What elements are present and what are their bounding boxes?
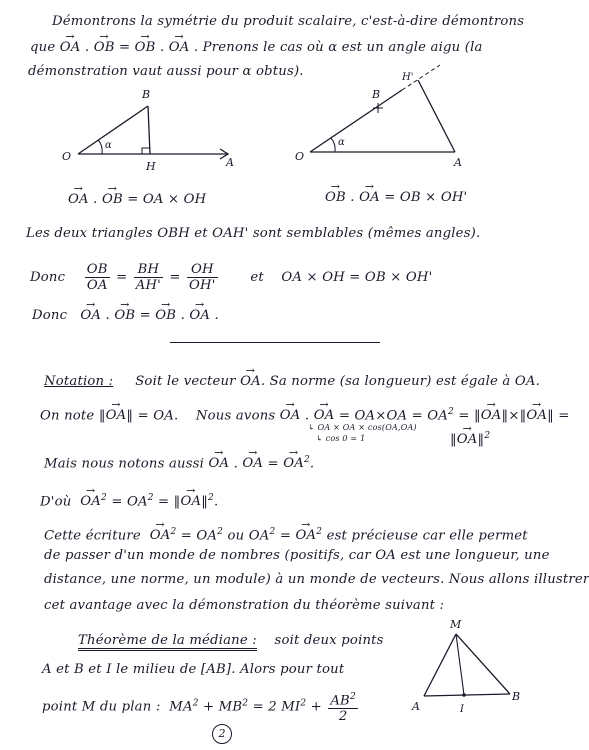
fig-right-o: O: [295, 150, 305, 163]
notation-line-1: Notation : Soit le vecteur → OA. Sa norme (sa longueur) est égale à OA.: [44, 374, 540, 390]
notation-line-5: Cette écriture → $OA^2 = OA^2$ ou $OA^2$ = → $OA^2$ est précieuse car elle permet: [44, 524, 528, 544]
donc1-product: OA × OH = OB × OH': [281, 270, 433, 285]
intro-line-3: démonstration vaut aussi pour α obtus).: [28, 64, 304, 79]
figure-left: [50, 82, 240, 172]
theorem-line-3: point M du plan : $MA^2 + MB^2 = 2$ $MI^2$ + $\frac{AB^2}{2}$: [42, 692, 356, 725]
fig-left-alpha: α: [105, 140, 112, 151]
theorem-text-3: point M du plan :: [42, 699, 161, 715]
notation-line-2: On note ‖→ OA‖ = OA. Nous avons → OA . → OA = $OA\times OA = OA^2$ = ‖→ OA‖×‖→ OA‖ =: [40, 404, 570, 424]
notation-norm-squared: ‖→ OA‖$^2$: [450, 428, 490, 448]
theorem-text-1: soit deux points: [274, 633, 384, 648]
fig-right-b: B: [372, 88, 381, 101]
fig-right-alpha: α: [338, 137, 345, 148]
figure-median: [410, 618, 535, 718]
theorem-line-1: [78, 633, 384, 649]
notation-text-2: . Sa norme (sa longueur) est égale à OA.: [260, 374, 540, 389]
intro-que: que: [30, 40, 56, 55]
notation-nous-avons: Nous avons: [195, 408, 276, 424]
notation-text-1: Soit le vecteur: [135, 374, 236, 389]
notation-on-note: On note: [40, 408, 95, 424]
page-number: [212, 722, 232, 744]
fig-median-i: I: [460, 704, 464, 715]
fig-left-a: A: [226, 156, 234, 169]
fraction-ob-oa: $\frac{OB}{OA}$: [86, 262, 108, 293]
section-divider: [170, 342, 380, 343]
donc2-word: Donc: [32, 308, 68, 323]
result-left-value: = OA × OH: [127, 192, 207, 207]
fig-median-m: M: [450, 618, 462, 631]
notation-ou: ou: [227, 528, 245, 544]
fig-left-o: O: [62, 150, 72, 163]
result-right-value: = OB × OH': [384, 190, 468, 205]
notation-cette-ecriture: Cette écriture: [44, 528, 141, 544]
similar-triangles-line: Les deux triangles OBH et OAH' sont semblables (mêmes angles).: [26, 226, 481, 241]
notation-note-1: ↳ OA × OA × cos(OA,OA): [308, 423, 417, 432]
notation-line-7: distance, une norme, un module) à un monde de vecteurs. Nous allons illustrer: [44, 572, 589, 587]
fraction-ab-2: $\frac{AB^2}{2}$: [330, 692, 356, 725]
donc1-et: et: [250, 270, 264, 285]
result-right: → OB . → OA = OB × OH': [325, 190, 467, 206]
notation-line-4: D'où → $OA^2 = OA^2$ = ‖→ OA‖$^2$.: [40, 490, 218, 510]
notation-dou: D'où: [40, 494, 72, 510]
notation-precieuse: est précieuse car elle permet: [326, 528, 528, 544]
fig-median-b: B: [512, 690, 521, 703]
donc-ratio-line: Donc $\frac{OB}{OA}$ = $\frac{BH}{AH'}$ = $\frac{OH}{OH'}$ et OA × OH = OB × OH': [30, 262, 433, 293]
notation-oa-squared: = OA×OA = OA: [338, 408, 449, 424]
fraction-oh-oh: $\frac{OH}{OH'}$: [189, 262, 216, 293]
notation-mais: Mais nous notons aussi: [44, 456, 205, 472]
page-number-value: 2: [212, 724, 232, 744]
notation-line-6: de passer d'un monde de nombres (positifs, car OA est une longueur, une: [44, 548, 550, 563]
notation-line-8: cet avantage avec la démonstration du théorème suivant :: [44, 598, 445, 613]
notation-norm-eq: = OA.: [137, 408, 179, 424]
notation-line-3: Mais nous notons aussi → OA . → OA = → $OA^2$.: [44, 452, 314, 472]
donc-conclusion-line: Donc → OA . → OB = → OB . → OA .: [32, 308, 219, 324]
fig-right-h: H': [402, 72, 414, 83]
fig-left-b: B: [142, 88, 151, 101]
theorem-title: Théorème de la médiane :: [78, 633, 257, 651]
fig-left-h: H: [146, 160, 156, 173]
fraction-bh-ah: $\frac{BH}{AH'}$: [135, 262, 161, 293]
intro-line-2-rest: . Prenons le cas où α est un angle aigu (la: [193, 40, 483, 55]
donc1-word: Donc: [30, 270, 66, 285]
intro-line-1: Démontrons la symétrie du produit scalaire, c'est-à-dire démontrons: [52, 14, 525, 29]
notation-label: Notation :: [44, 374, 114, 389]
intro-line-2: que → OA . → OB = → OB . → OA . Prenons le cas où α est un angle aigu (la: [30, 40, 483, 56]
theorem-line-2: A et B et I le milieu de [AB]. Alors pour tout: [42, 662, 345, 677]
result-left: → OA . → OB = OA × OH: [68, 192, 206, 208]
fig-median-a: A: [412, 700, 420, 713]
notation-note-2: ↳ cos 0 = 1: [316, 434, 366, 443]
fig-right-a: A: [454, 156, 462, 169]
figure-right: [290, 70, 480, 175]
